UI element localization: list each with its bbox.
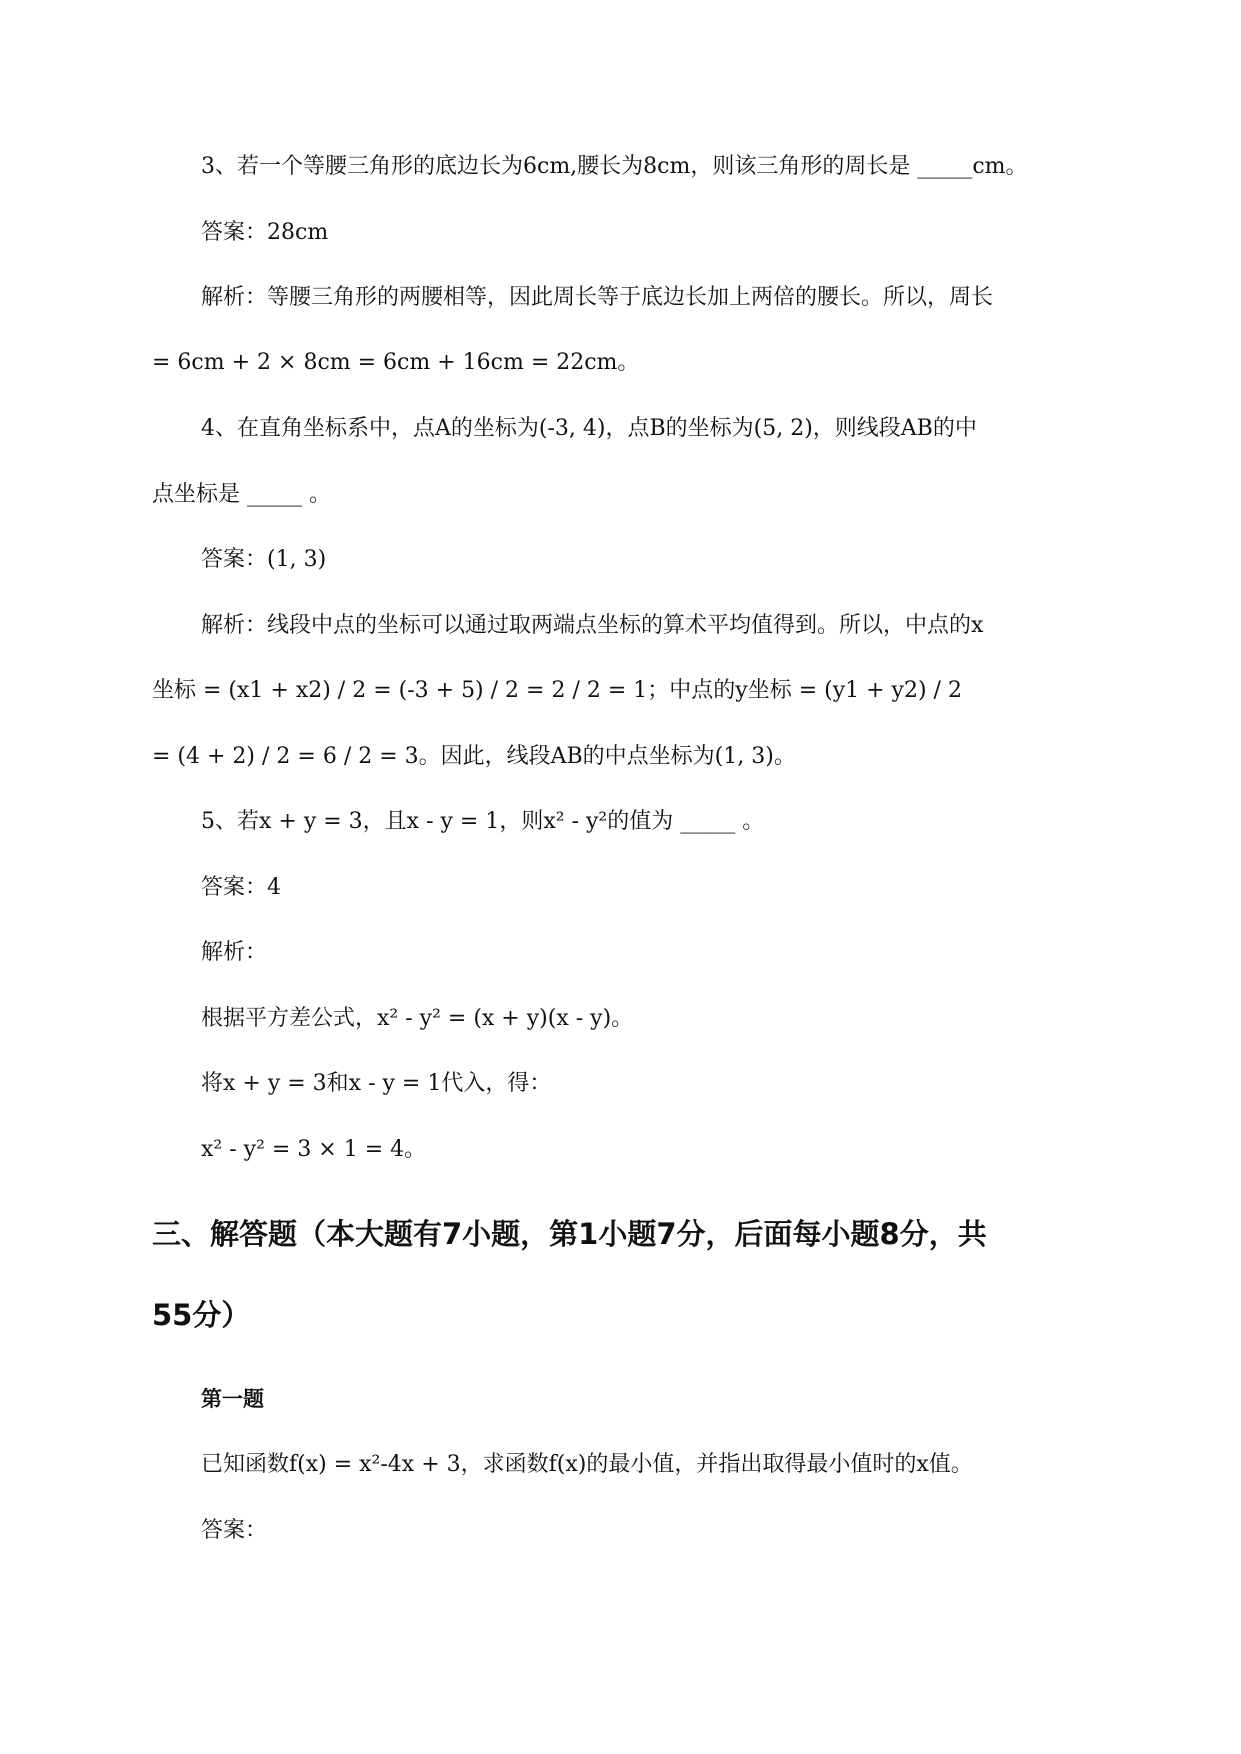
q3-question: 3、若一个等腰三角形的底边长为6cm,腰长为8cm，则该三角形的周长是 _____cm。 [201,154,1028,179]
q5-analysis-line3: x² - y² = 3 × 1 = 4。 [201,1137,427,1162]
problem1-title: 第一题 [201,1387,264,1411]
q5-analysis-label: 解析： [201,940,268,965]
q4-analysis-line1: 解析：线段中点的坐标可以通过取两端点坐标的算术平均值得到。所以，中点的x [201,613,984,638]
q3-analysis-line1: 解析：等腰三角形的两腰相等，因此周长等于底边长加上两倍的腰长。所以，周长 [201,285,994,310]
q4-analysis-line2: 坐标 = (x1 + x2) / 2 = (-3 + 5) / 2 = 2 / 2 = 1；中点的y坐标 = (y1 + y2) / 2 [152,678,962,703]
q5-analysis-line1: 根据平方差公式，x² - y² = (x + y)(x - y)。 [201,1006,634,1031]
q4-question-line2: 点坐标是 _____ 。 [152,482,331,507]
q4-question-line1: 4、在直角坐标系中，点A的坐标为(-3, 4)，点B的坐标为(5, 2)，则线段AB的中 [201,416,977,441]
q3-answer: 答案：28cm [201,220,329,245]
section-heading-line1: 三、解答题（本大题有7小题，第1小题7分，后面每小题8分，共 [152,1217,987,1251]
problem1-answer: 答案： [201,1518,268,1543]
q5-question: 5、若x + y = 3，且x - y = 1，则x² - y²的值为 _____ 。 [201,809,765,834]
q5-analysis-line2: 将x + y = 3和x - y = 1代入，得： [201,1071,552,1096]
problem1-text: 已知函数f(x) = x²-4x + 3，求函数f(x)的最小值，并指出取得最小值时的x值。 [201,1452,973,1477]
q5-answer: 答案：4 [201,875,281,900]
q4-answer: 答案：(1, 3) [201,547,327,572]
q4-analysis-line3: = (4 + 2) / 2 = 6 / 2 = 3。因此，线段AB的中点坐标为(1, 3)。 [152,744,796,769]
q3-analysis-line2: = 6cm + 2 × 8cm = 6cm + 16cm = 22cm。 [152,350,640,375]
section-heading-line2: 55分） [152,1298,251,1332]
